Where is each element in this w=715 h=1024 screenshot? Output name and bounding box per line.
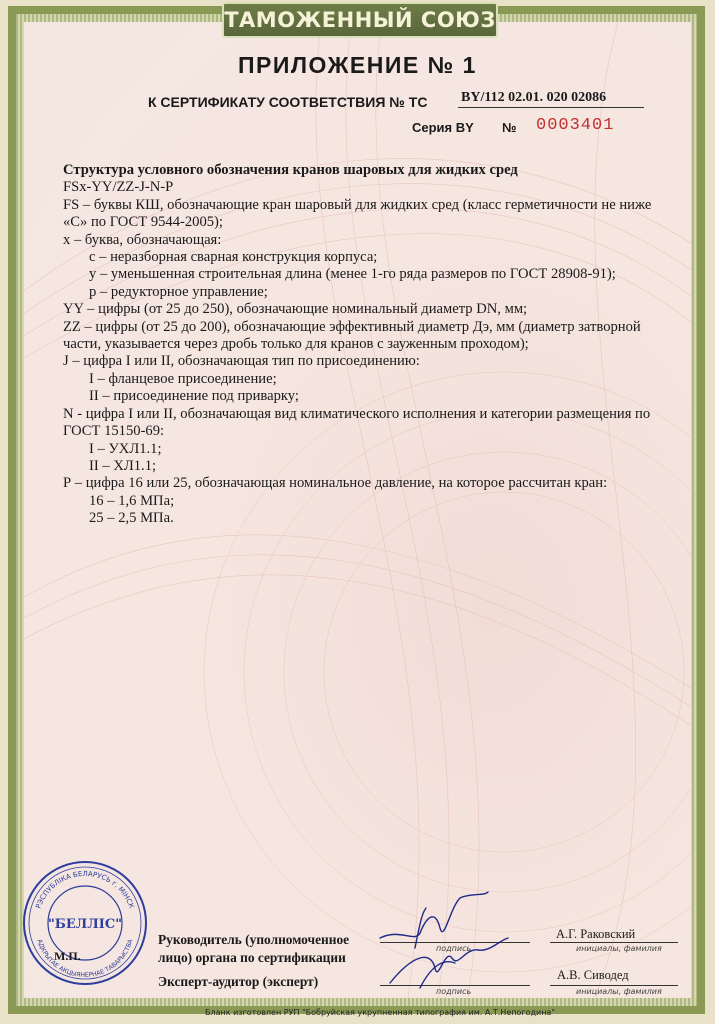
appendix-title: ПРИЛОЖЕНИЕ № 1: [238, 52, 477, 78]
head-signature-stroke: [380, 892, 488, 938]
expert-signature-caption: подпись: [436, 987, 472, 996]
body-line: р – редукторное управление;: [89, 283, 268, 300]
body-line: N - цифра I или II, обозначающая вид климатического исполнения и категории размещения по: [63, 405, 651, 422]
stamp-ring-bottom-text: АДКРЫТАЕ АКЦЫЯНЕРНАЕ ТАВАРЫСТВА: [35, 938, 135, 980]
official-stamp: [20, 858, 150, 988]
body-line: с – неразборная сварная конструкция корпуса;: [89, 249, 378, 266]
stamp-ring-top-text: РЭСПУБЛІКА БЕЛАРУСЬ г. МІНСК: [34, 869, 136, 910]
head-signature-caption: подпись: [436, 944, 472, 953]
expert-name-line: [550, 985, 678, 986]
head-label-line-1: Руководитель (уполномоченное: [158, 932, 350, 947]
head-label-line-2: лицо) органа по сертификации: [158, 950, 346, 965]
certificate-number: BY/112 02.01. 020 02086: [461, 90, 607, 105]
body-line: FS – буквы КШ, обозначающие кран шаровый для жидких сред (класс герметичности не ниже: [63, 196, 652, 213]
body-line: FSx-YY/ZZ-J-N-P: [63, 179, 174, 196]
certificate-subtitle: К СЕРТИФИКАТУ СООТВЕТСТВИЯ № ТС: [148, 94, 428, 110]
body-line: II – ХЛ1.1;: [89, 457, 157, 474]
customs-union-banner: ТАМОЖЕННЫЙ СОЮЗ: [222, 2, 498, 38]
stamp-place-label: М.П.: [54, 949, 81, 963]
body-line: Р – цифра 16 или 25, обозначающая номинальное давление, на которое рассчитан кран:: [63, 475, 608, 492]
body-line: x – буква, обозначающая:: [63, 231, 222, 248]
body-line: у – уменьшенная строительная длина (менее 1-го ряда размеров по ГОСТ 28908-91);: [89, 266, 616, 283]
stamp-center-text: "БЕЛЛІС": [48, 917, 122, 932]
head-signature-stroke-2: [415, 908, 426, 948]
designation-structure-text: [63, 162, 683, 528]
head-name: А.Г. Раковский: [556, 927, 636, 941]
body-line: ZZ – цифры (от 25 до 200), обозначающие эффективный диаметр Дэ, мм (диаметр затворной: [63, 318, 641, 335]
body-line: 16 – 1,6 МПа;: [89, 492, 175, 509]
body-line: Структура условного обозначения кранов шаровых для жидких сред: [63, 162, 518, 178]
head-name-line: [550, 942, 678, 943]
expert-name-caption: инициалы, фамилия: [576, 987, 662, 996]
body-line: «С» по ГОСТ 9544-2005);: [63, 214, 223, 231]
body-line: 25 – 2,5 МПа.: [89, 510, 174, 527]
blank-footer: Бланк изготовлен РУП "Бобруйская укрупненная типография им. А.Т.Непогодина": [205, 1008, 556, 1017]
body-line: I – УХЛ1.1;: [89, 440, 162, 457]
expert-signature-stroke: [390, 938, 508, 983]
body-line: I – фланцевое присоединение;: [89, 370, 277, 387]
body-line: части, указывается через дробь только для кранов с зауженным проходом);: [63, 336, 529, 353]
handwritten-signatures: [360, 888, 510, 998]
body-line: ГОСТ 15150-69:: [63, 423, 165, 440]
certificate-number-underline: [458, 107, 644, 108]
expert-signature-stroke-2: [420, 962, 455, 988]
expert-label: Эксперт-аудитор (эксперт): [158, 974, 319, 989]
body-line: J – цифра I или II, обозначающая тип по присоединению:: [63, 353, 420, 370]
number-label: №: [502, 120, 517, 135]
serial-number: 0003401: [536, 116, 615, 135]
series-label: Серия BY: [412, 120, 474, 135]
body-line: YY – цифры (от 25 до 250), обозначающие номинальный диаметр DN, мм;: [63, 301, 528, 318]
expert-name: А.В. Сиводед: [557, 968, 629, 982]
body-line: II – присоединение под приварку;: [89, 388, 299, 405]
head-name-caption: инициалы, фамилия: [576, 944, 662, 953]
